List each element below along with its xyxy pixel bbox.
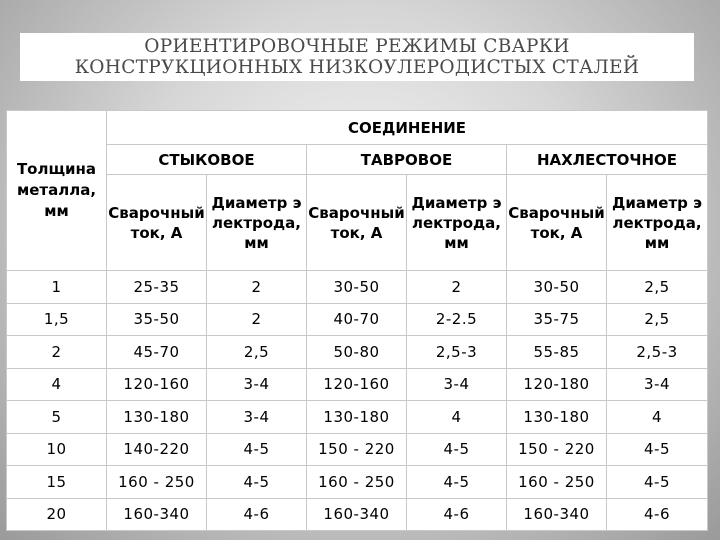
- tee-diameter-cell: 4-5: [407, 466, 507, 499]
- tee-current-cell: 150 - 220: [307, 433, 407, 466]
- butt-current-cell: 25-35: [107, 271, 207, 304]
- lap-current-cell: 35-75: [507, 303, 607, 336]
- tee-current-cell: 160-340: [307, 498, 407, 531]
- butt-diameter-cell: 4-6: [207, 498, 307, 531]
- lap-current-cell: 120-180: [507, 368, 607, 401]
- tee-diameter-cell: 4-6: [407, 498, 507, 531]
- butt-current-cell: 140-220: [107, 433, 207, 466]
- tee-current-cell: 130-180: [307, 401, 407, 434]
- lap-diameter-cell: 4-6: [607, 498, 708, 531]
- table-row: [7, 368, 708, 401]
- lap-diameter-cell: 2,5: [607, 303, 708, 336]
- butt-current-cell: 45-70: [107, 336, 207, 369]
- table-row: [7, 303, 708, 336]
- thickness-cell: 2: [7, 336, 107, 369]
- diameter-header-tee: Диаметр электрода, мм: [407, 175, 507, 271]
- thickness-cell: 4: [7, 368, 107, 401]
- current-header-tee: Сварочный ток, А: [307, 175, 407, 271]
- lap-diameter-cell: 4: [607, 401, 708, 434]
- title-box: [20, 33, 694, 81]
- lap-current-cell: 55-85: [507, 336, 607, 369]
- thickness-cell: 10: [7, 433, 107, 466]
- tee-diameter-cell: 3-4: [407, 368, 507, 401]
- tee-current-cell: 30-50: [307, 271, 407, 304]
- joint-type-lap: НАХЛЕСТОЧНОЕ: [507, 145, 708, 175]
- lap-current-cell: 160 - 250: [507, 466, 607, 499]
- current-header-lap: Сварочный ток, А: [507, 175, 607, 271]
- lap-current-cell: 30-50: [507, 271, 607, 304]
- thickness-header: Толщина металла, мм: [7, 111, 107, 271]
- current-header-butt: Сварочный ток, А: [107, 175, 207, 271]
- tee-diameter-cell: 2,5-3: [407, 336, 507, 369]
- table-row: [7, 336, 708, 369]
- lap-current-cell: 150 - 220: [507, 433, 607, 466]
- table-row: [7, 271, 708, 304]
- lap-diameter-cell: 2,5-3: [607, 336, 708, 369]
- butt-current-cell: 120-160: [107, 368, 207, 401]
- butt-diameter-cell: 3-4: [207, 368, 307, 401]
- lap-diameter-cell: 4-5: [607, 466, 708, 499]
- lap-current-cell: 160-340: [507, 498, 607, 531]
- lap-current-cell: 130-180: [507, 401, 607, 434]
- butt-diameter-cell: 4-5: [207, 433, 307, 466]
- title-line-1: ОРИЕНТИРОВОЧНЫЕ РЕЖИМЫ СВАРКИ: [144, 36, 570, 57]
- thickness-cell: 15: [7, 466, 107, 499]
- diameter-header-butt: Диаметр электрода, мм: [207, 175, 307, 271]
- lap-diameter-cell: 3-4: [607, 368, 708, 401]
- butt-current-cell: 160-340: [107, 498, 207, 531]
- butt-current-cell: 130-180: [107, 401, 207, 434]
- diameter-header-lap: Диаметр электрода, мм: [607, 175, 708, 271]
- table-row: [7, 401, 708, 434]
- thickness-cell: 20: [7, 498, 107, 531]
- welding-modes-table: [6, 110, 708, 531]
- tee-current-cell: 160 - 250: [307, 466, 407, 499]
- lap-diameter-cell: 4-5: [607, 433, 708, 466]
- table-row: [7, 498, 708, 531]
- butt-diameter-cell: 3-4: [207, 401, 307, 434]
- butt-diameter-cell: 2,5: [207, 336, 307, 369]
- tee-diameter-cell: 4: [407, 401, 507, 434]
- tee-current-cell: 40-70: [307, 303, 407, 336]
- butt-diameter-cell: 2: [207, 271, 307, 304]
- title-line-2: КОНСТРУКЦИОННЫХ НИЗКОУЛЕРОДИСТЫХ СТАЛЕЙ: [74, 57, 640, 78]
- table-row: [7, 466, 708, 499]
- tee-current-cell: 50-80: [307, 336, 407, 369]
- joint-type-butt: СТЫКОВОЕ: [107, 145, 307, 175]
- tee-diameter-cell: 2-2.5: [407, 303, 507, 336]
- lap-diameter-cell: 2,5: [607, 271, 708, 304]
- butt-diameter-cell: 4-5: [207, 466, 307, 499]
- butt-diameter-cell: 2: [207, 303, 307, 336]
- butt-current-cell: 35-50: [107, 303, 207, 336]
- joint-type-tee: ТАВРОВОЕ: [307, 145, 507, 175]
- thickness-cell: 1: [7, 271, 107, 304]
- table-row: [7, 433, 708, 466]
- joint-header: СОЕДИНЕНИЕ: [107, 111, 708, 145]
- tee-current-cell: 120-160: [307, 368, 407, 401]
- thickness-cell: 5: [7, 401, 107, 434]
- tee-diameter-cell: 4-5: [407, 433, 507, 466]
- tee-diameter-cell: 2: [407, 271, 507, 304]
- thickness-cell: 1,5: [7, 303, 107, 336]
- butt-current-cell: 160 - 250: [107, 466, 207, 499]
